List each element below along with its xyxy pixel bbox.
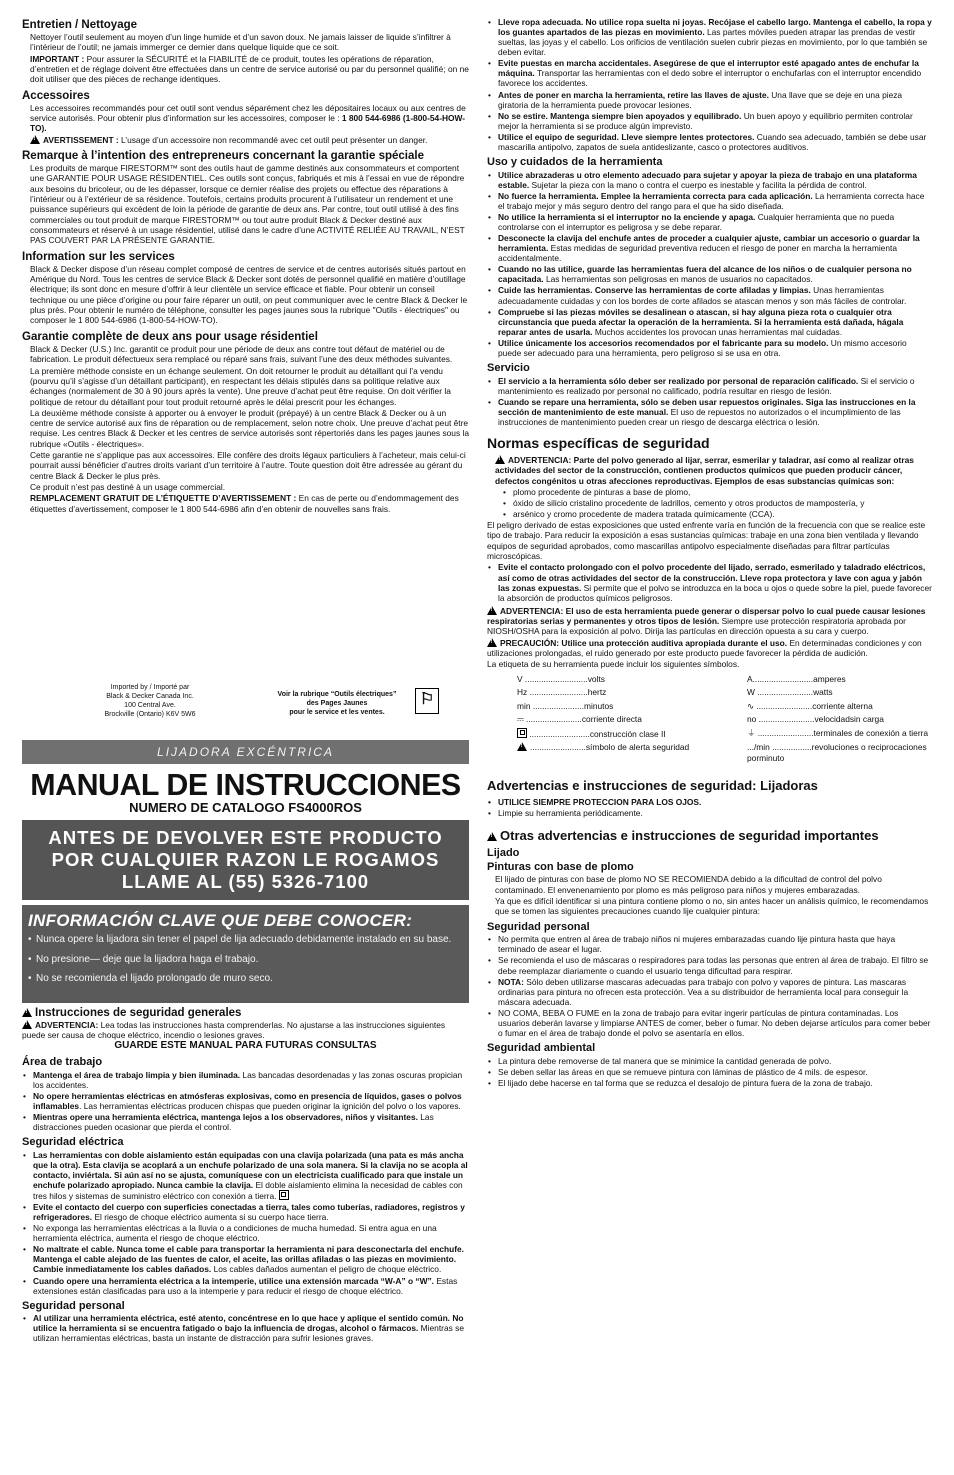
pinturas-text-2: Ya que es difícil identificar si una pintura contiene plomo o no, sin antes hacer un análisis químico, le recomendamos que se tomen las siguientes precauciones cuando lije cualquier pintura: xyxy=(495,896,929,917)
manual-title: MANUAL DE INSTRUCCIONES xyxy=(30,767,461,802)
list-item: • Cuide las herramientas. Conserve las herramientas de corte afiladas y limpias. Unas herramientas adecuadamente cuidadas y con los bordes de corte afilados se atascan menos y son más fáciles de controlar. xyxy=(487,285,932,305)
product-name: LIJADORA EXCÉNTRICA xyxy=(22,740,469,764)
ground-icon: ⏚ xyxy=(747,727,758,738)
list-item: • arsénico y cromo procedente de madera tratada químicamente (CCA). xyxy=(487,509,932,519)
list-item: • Desconecte la clavija del enchufe antes de proceder a cualquier ajuste, cambiar un accesorio o guardar la herramienta. Estas medidas de seguridad preventiva reducen el riesgo de poner en marcha la herramienta accidentalmente. xyxy=(487,233,932,263)
symbol-ground: ⏚ ........................terminales de conexión a tierra xyxy=(747,727,929,738)
ac-icon: ∿ xyxy=(747,700,757,711)
list-item: • No fuerce la herramienta. Emplee la herramienta correcta para cada aplicación. La herramienta correcta hace el trabajo mejor y más seguro dentro del rango para el que ha sido diseñada. xyxy=(487,191,932,211)
list-item: • Limpie su herramienta periódicamente. xyxy=(487,808,932,818)
warning-icon xyxy=(495,455,505,464)
list-item: • óxido de silicio cristalino procedente de ladrillos, cemento y otros productos de mampostería, y xyxy=(487,498,932,508)
left-column xyxy=(22,14,469,515)
list-item: • El lijado debe hacerse en tal forma que se reduzca el desalojo de pintura fuera de la zona de trabajo. xyxy=(487,1078,932,1088)
list-item: • Las herramientas con doble aislamiento están equipadas con una clavija polarizada (una pata es más ancha que la otra). Esta clavija se acoplará a un enchufe polarizado de una sola manera. Si la clavija no se acopla al contacto, inviértala. Si aún así no se ajusta, comuníquese con un electricista cualificado para que instale un enchufe polarizado apropiado. Nunca cambie la clavija. El doble aislamiento elimina la necesidad de cables con tres hilos y sistemas de suministro eléctrico con conexión a tierra. xyxy=(22,1150,469,1201)
symbols-intro: La etiqueta de su herramienta puede incluir los siguientes símbolos. xyxy=(487,659,740,670)
symbols-table xyxy=(487,674,932,767)
symbol-minutes: min ......................minutos xyxy=(517,700,614,711)
list-item: • No maltrate el cable. Nunca tome el cable para transportar la herramienta ni para desconectarla del enchufe. Mantenga el cable alejado de las fuentes de calor, el aceite, las orillas afiladas o las piezas en movimiento. Cambie inmediatamente los cables dañados. Los cables dañados aumentan el peligro de choque eléctrico. xyxy=(22,1244,469,1274)
advertencia-text: !ADVERTENCIA: Lea todas las instrucciones hasta comprenderlas. No ajustarse a las instrucciones siguientes puede ser causa de choque eléctrico, incendio o lesiones graves. xyxy=(22,1020,469,1041)
warning-icon xyxy=(487,638,497,647)
list-item: • No utilice la herramienta si el interruptor no la enciende y apaga. Cualquier herramienta que no pueda controlarse con el interruptor es peligrosa y se debe reparar. xyxy=(487,212,932,232)
symbol-ac: ∿ ........................corriente alterna xyxy=(747,700,873,711)
remarque-heading: Remarque à l’intention des entrepreneurs concernant la garantie spéciale xyxy=(22,150,424,163)
warning-icon xyxy=(30,135,40,144)
lijado-heading: Lijado xyxy=(487,847,520,860)
pinturas-heading: Pinturas con base de plomo xyxy=(487,860,634,873)
list-item: • No permita que entren al área de trabajo niños ni mujeres embarazadas cuando lije pintura hasta que haya terminado de asear el lugar. xyxy=(487,934,932,954)
accessoires-heading: Accessoires xyxy=(22,89,90,102)
manual-banner xyxy=(22,740,469,1003)
list-item: • Al utilizar una herramienta eléctrica, esté atento, concéntrese en lo que hace y aplique el sentido común. No utilice la herramienta si se encuentra fatigado o bajo la influencia de drogas, alcohol o fármacos. Mientras se utilizan herramientas eléctricas, basta un instante de distracción para sufrir lesiones graves. xyxy=(22,1313,469,1343)
remarque-text: Les produits de marque FIRESTORM™ sont des outils haut de gamme destinés aux consommateurs et comportent une GARANTIE POUR USAGE RÉSIDENTIEL. Ces outils sont conçus, fabriqués et mis à l’essai en vue de répondre aux besoins du bricoleur, ou de les dépasser, lorsque ce dernier réalise des projets ou effectue des réparations à l’intérieur ou à l’extérieur de sa résidence. Toutefois, certains produits procurent à l’utilisateur un rendement et une puissance supérieurs qui excèdent de loin la période de garantie de deux ans. Par contre, tout outil utilisé à des fins commerciales ou tout produit de marque FIRESTORM™ ou tout autre produit Black & Decker destiné aux consommateurs et réservé à un usage résidentiel, utilisé dans le cadre d’une ACTIVITÉ RELIÉE AU TRAVAIL, N’EST PAS COUVERT PAR LA PRÉSENTE GARANTIE. xyxy=(30,163,465,246)
yellow-pages-icon: ⚐ xyxy=(415,688,439,714)
entretien-heading: Entretien / Nettoyage xyxy=(22,19,138,31)
accessoires-warning: !AVERTISSEMENT : L’usage d’un accessoire non recommandé avec cet outil peut présenter un danger. xyxy=(22,135,469,145)
list-item: • Utilice únicamente los accesorios recomendados por el fabricante para su modelo. Un mismo accesorio puede ser adecuado para una herramienta, pero peligroso si se usa en otra. xyxy=(487,338,932,358)
information-heading: Information sur les services xyxy=(22,250,175,263)
remplacement-text: REMPLACEMENT GRATUIT DE L’ÉTIQUETTE D’AVERTISSEMENT : En cas de perte ou d’endommagement des étiquettes d’avertissement, composer le 1 800 544-6986 afin d’en obtenir de nouvelles sans frais. xyxy=(30,493,459,514)
warning-icon xyxy=(487,832,497,841)
double-insulation-icon xyxy=(279,1190,289,1200)
normas-warning: !ADVERTENCIA: Parte del polvo generado al lijar, serrar, esmerilar y taladrar, así como al realizar otras actividades del sector de la construcción, contienen productos químicos que pueden producir cáncer, defectos congénitos u otras afecciones reproductivas. Ejemplos de esas substancias químicas son: xyxy=(487,455,932,486)
lijadoras-heading: Advertencias e instrucciones de seguridad: Lijadoras xyxy=(487,778,818,794)
list-item: • Lleve ropa adecuada. No utilice ropa suelta ni joyas. Recójase el cabello largo. Mantenga el cabello, la ropa y los guantes apartados de las piezas en movimiento. Las partes móviles pueden atrapar las prendas de vestir sueltas, las joyas y el cabello. Los orificios de ventilación suelen cubrir piezas en movimiento, por lo que también se deben evitar. xyxy=(487,17,932,57)
list-item: • Cuando se repare una herramienta, sólo se deben usar repuestos originales. Siga las instrucciones en la sección de mantenimiento de este manual. El uso de repuestos no autorizados o el incumplimiento de las instrucciones de mantenimiento pueden crear un riesgo de descarga eléctrica o lesión. xyxy=(487,397,932,427)
key-info-item: • No se recomienda el lijado prolongado de muro seco. xyxy=(22,973,469,986)
uso-heading: Uso y cuidados de la herramienta xyxy=(487,156,663,169)
warning-icon xyxy=(22,1008,32,1017)
warning-icon xyxy=(487,606,497,615)
list-item: • No opere herramientas eléctricas en atmósferas explosivas, como en presencia de líquidos, gases o polvos inflamables. Las herramientas eléctricas producen chispas que pueden originar la ignición del polvo o los vapores. xyxy=(22,1091,469,1111)
list-item: • No exponga las herramientas eléctricas a la lluvia o a condiciones de mucha humedad. Si entra agua en una herramienta eléctrica, aumenta el riesgo de choque eléctrico. xyxy=(22,1223,469,1243)
guarde-manual: GUARDE ESTE MANUAL PARA FUTURAS CONSULTAS xyxy=(114,1039,377,1051)
warning-icon xyxy=(517,742,527,751)
symbol-class-ii: ..........................construcción clase II xyxy=(517,728,747,740)
key-info-box xyxy=(22,905,469,1003)
key-info-item: • No presione— deje que la lijadora haga el trabajo. xyxy=(22,954,469,967)
double-insulation-icon xyxy=(517,728,527,738)
entretien-text: Nettoyer l’outil seulement au moyen d’un linge humide et d’un savon doux. Ne jamais laisser de liquide s’infiltrer à l’intérieur de l’outil; ne jamais immerger ce dernier dans quelque liquide que ce soit. xyxy=(30,32,451,53)
symbol-watts: W ........................watts xyxy=(747,687,833,698)
advertencia-dust: !ADVERTENCIA: El uso de esta herramienta puede generar o dispersar polvo lo cual puede causar lesiones respiratorias serias y permanentes y otros tipos de lesión. Siempre use protección respiratoria aprobada por NIOSH/OSHA para la exposición al polvo. Dirija las partículas en dirección opuesta a su cara y cuerpo. xyxy=(487,606,932,637)
list-item: • No se estire. Mantenga siempre bien apoyados y equilibrado. Un buen apoyo y equilibrio permiten controlar mejor la herramienta si se produce algún imprevisto. xyxy=(487,111,932,131)
list-item: • UTILICE SIEMPRE PROTECCION PARA LOS OJOS. xyxy=(487,797,932,807)
symbol-rpm: .../min .................revoluciones o reciprocaciones porminuto xyxy=(747,742,927,763)
list-item: • Cuando opere una herramienta eléctrica a la intemperie, utilice una extensión marcada “W-A” o “W”. Estas extensiones están clasificadas para uso a la intemperie y para reducir el riesgo de choque eléctrico. xyxy=(22,1276,469,1296)
dc-icon: ⎓ xyxy=(517,714,527,725)
garantie-text-1: Black & Decker (U.S.) Inc. garantit ce produit pour une période de deux ans contre tout défaut de matériel ou de fabrication. Le produit défectueux sera remplacé ou réparé sans frais, suivant l’une des deux méthodes suivantes. xyxy=(30,343,453,365)
pinturas-text-1: El lijado de pinturas con base de plomo NO SE RECOMIENDA debido a la dificultad de control del polvo contaminado. El envenenamiento por plomo es más peligroso para niños y mujeres embarazadas. xyxy=(495,874,882,895)
electrica-heading: Seguridad eléctrica xyxy=(22,1136,124,1149)
key-info-item: • Nunca opere la lijadora sin tener el papel de lija adecuado debidamente instalado en su base. xyxy=(22,934,469,947)
list-item: • Se deben sellar las áreas en que se remueve pintura con láminas de plástico de 4 mils. de espesor. xyxy=(487,1067,932,1077)
normas-heading: Normas específicas de seguridad xyxy=(487,434,710,451)
list-item: • El servicio a la herramienta sólo deber ser realizado por personal de reparación calificado. Si el servicio o mantenimiento es realizado por personal no calificado, podría resultar en riesgo de lesión. xyxy=(487,376,932,396)
key-info-title: INFORMACIÓN CLAVE QUE DEBE CONOCER: xyxy=(28,911,413,930)
return-notice: ANTES DE DEVOLVER ESTE PRODUCTO POR CUALQUIER RAZON LE ROGAMOS LLAME AL (55) 5326-7100 xyxy=(22,820,469,900)
list-item: • Cuando no las utilice, guarde las herramientas fuera del alcance de los niños o de cualquier persona no capacitada. Las herramientas son peligrosas en manos de usuarios no capacitados. xyxy=(487,264,932,284)
importer-address: Imported by / Importé par Black & Decker Canada Inc. 100 Central Ave. Brockville (Ontario) K6V 5W6 xyxy=(104,684,196,719)
list-item: • Mientras opere una herramienta eléctrica, mantenga lejos a los observadores, niños y visitantes. Las distracciones pueden ocasionar que pierda el control. xyxy=(22,1112,469,1132)
list-item: • plomo procedente de pinturas a base de plomo, xyxy=(487,487,932,497)
ambiental-heading: Seguridad ambiental xyxy=(487,1042,596,1055)
right-column xyxy=(487,17,932,1089)
garantie-text-4: Cette garantie ne s’applique pas aux accessoires. Elle confère des droits légaux particuliers à l’acheteur, mais celui-ci pourrait aussi bénéficier d’autres droits variant d’un territoire à l’autre. Toute question doit être adressée au gérant du centre Black & Decker le plus près. xyxy=(30,450,466,481)
list-item: • Utilice el equipo de seguridad. Lleve siempre lentes protectores. Cuando sea adecuado, también se debe usar mascarilla antipolvo, zapatos de suela antideslizante, casco o protectores auditivos. xyxy=(487,132,932,152)
list-item: • Mantenga el área de trabajo limpia y bien iluminada. Las bancadas desordenadas y las zonas oscuras propician los accidentes. xyxy=(22,1070,469,1090)
warning-icon xyxy=(22,1020,32,1029)
symbol-alert: !........................símbolo de alerta seguridad xyxy=(517,742,747,763)
list-item: • Evite el contacto del cuerpo con superficies conectadas a tierra, tales como tuberías, radiadores, registros y refrigeradores. El riesgo de choque eléctrico aumenta si su cuerpo hace tierra. xyxy=(22,1202,469,1222)
area-heading: Área de trabajo xyxy=(22,1056,103,1069)
seg-personal-heading: Seguridad personal xyxy=(487,920,590,933)
otras-heading: !Otras advertencias e instrucciones de seguridad importantes xyxy=(487,828,932,843)
entretien-important: IMPORTANT : Pour assurer la SÉCURITÉ et la FIABILITÉ de ce produit, toutes les opérations de réparation, d’entretien et de réglage doivent être effectuées dans un centre de service autorisé ou par du personnel qualifié; on ne doit utiliser que des pièces de rechange identiques. xyxy=(30,53,469,85)
symbol-dc: ⎓ ........................corriente directa xyxy=(517,714,642,725)
precaucion-text: !PRECAUCIÓN: Utilice una protección auditiva apropiada durante el uso. En determinadas condiciones y con utilizaciones prolongadas, el ruido generado por este producto puede favorecer la pérdida de audición. xyxy=(487,638,932,659)
list-item: • NOTA: Sólo deben utilizarse mascaras adecuadas para trabajo con polvo y vapores de pintura. Las mascaras ordinarias para pintura no ofrecen esta protección. Vea a su distribuidor de herramienta local para conseguir la máscara adecuada. xyxy=(487,977,932,1007)
information-text: Black & Decker dispose d’un réseau complet composé de centres de service et de centres autorisés situés partout en Amérique du Nord. Tous les centres de service Black & Decker sont dotés de personnel qualifié en matière d’outillage électrique; ils sont donc en mesure d’offrir à leur clientèle un service efficace et fiable. Pour obtenir un conseil technique ou une pièce d’origine ou pour faire réparer un outil, on peut communiquer avec le centre Black & Decker le plus près. Pour obtenir le numéro de téléphone, consulter les pages jaunes sous la rubrique "Outils - électriques" ou composer le 1 800 544-6986 (1-800-54-HOW-TO). xyxy=(30,263,468,326)
instrucciones-heading: !Instrucciones de seguridad generales xyxy=(22,1007,469,1019)
list-item: • Se recomienda el uso de máscaras o respiradores para todas las personas que entren al área de trabajo. El filtro se debe reemplazar diariamente o cuando el usuario tenga dificultad para respirar. xyxy=(487,955,932,975)
personal-heading: Seguridad personal xyxy=(22,1299,125,1312)
list-item: • NO COMA, BEBA O FUME en la zona de trabajo para evitar ingerir partículas de pintura contaminadas. Los usuarios deberán lavarse y limpiarse ANTES de comer, beber o fumar. No deben dejarse artículos para comer beber o fumar en el área de trabajo donde el polvo se asentaría en ellos. xyxy=(487,1008,932,1038)
yellow-pages-note: Voir la rubrique “Outils électriques” des Pages Jaunes pour le service et les ventes. xyxy=(277,691,397,717)
list-item: • Evite puestas en marcha accidentales. Asegúrese de que el interruptor esté apagado antes de enchufar la máquina. Transportar las herramientas con el dedo sobre el interruptor o enchufarlas con el interruptor encendido favorece los accidentes. xyxy=(487,58,932,88)
symbol-hertz: Hz .........................hertz xyxy=(517,687,607,698)
left-spanish-column xyxy=(22,1002,469,1344)
list-item: • Evite el contacto prolongado con el polvo procedente del lijado, serrado, esmerilado y taladrado eléctricos, así como de otras actividades del sector de la construcción. Lleve ropa protectora y lave con agua y jabón las zonas expuestas. Si permite que el polvo se introduzca en la boca u ojos o quede sobre la piel, puede favorecer la absorción de productos químicos peligrosos. xyxy=(487,562,932,602)
normas-text: El peligro derivado de estas exposiciones que usted enfrente varía en función de la frecuencia con que se realice este tipo de trabajo. Para reducir la exposición a esas sustancias químicas: trabaje en una zona bien ventilada y llevando equipos de seguridad aprobados, como mascarillas antipolvo especialmente diseñadas para filtrar partículas microscópicas. xyxy=(487,520,926,562)
servicio-heading: Servicio xyxy=(487,361,530,374)
symbol-amperes: A..........................amperes xyxy=(747,673,846,684)
list-item: • Compruebe si las piezas móviles se desalinean o atascan, si hay alguna pieza rota o cualquier otra circunstancia que pueda afectar la operación de la herramienta. Si la herramienta está dañada, hágala reparar antes de usarla. Muchos accidentes los provocan unas herramientas mal cuidadas. xyxy=(487,307,932,337)
garantie-heading: Garantie complète de deux ans pour usage résidentiel xyxy=(22,330,318,343)
accessoires-text: Les accessoires recommandés pour cet outil sont vendus séparément chez les dépositaires locaux ou aux centres de service autorisés. Pour obtenir plus d’information sur les accessoires, composer le : 1 800 544-6986 (1-800-54-HOW-TO). xyxy=(30,102,466,134)
garantie-text-5: Ce produit n’est pas destiné à un usage commercial. xyxy=(30,482,226,493)
garantie-text-2: La première méthode consiste en un échange seulement. On doit retourner le produit au détaillant qui l’a vendu (pourvu qu’il s’agisse d’un détaillant participant), en respectant les délais stipulés dans sa politique relative aux échanges (normalement de 30 à 90 jours après la vente). Une preuve d’achat peut être requise. On doit vérifier la politique de retour du détaillant pour tout produit retourné après le délai prescrit pour les échanges. xyxy=(30,365,451,407)
garantie-text-3: La deuxième méthode consiste à apporter ou à envoyer le produit (prépayé) à un centre Black & Decker ou à un centre de service autorisé aux fins de réparation ou de remplacement, selon notre choix. Une preuve d’achat peut être requise. Les centres Black & Decker et les centres de service autorisés sont répertoriés dans les pages jaunes sous la rubrique «Outils - électriques». xyxy=(30,407,469,449)
list-item: • Utilice abrazaderas u otro elemento adecuado para sujetar y apoyar la pieza de trabajo en una plataforma estable. Sujetar la pieza con la mano o contra el cuerpo es inestable y facilita la pérdida de control. xyxy=(487,170,932,190)
symbol-volts: V ...........................volts xyxy=(517,673,605,684)
list-item: • La pintura debe removerse de tal manera que se minimice la cantidad generada de polvo. xyxy=(487,1056,932,1066)
list-item: • Antes de poner en marcha la herramienta, retire las llaves de ajuste. Una llave que se deje en una pieza giratoria de la herramienta puede provocar lesiones. xyxy=(487,90,932,110)
catalog-number: NUMERO DE CATALOGO FS4000ROS xyxy=(129,800,362,815)
symbol-no-load: no ........................velocidadsin carga xyxy=(747,714,884,725)
